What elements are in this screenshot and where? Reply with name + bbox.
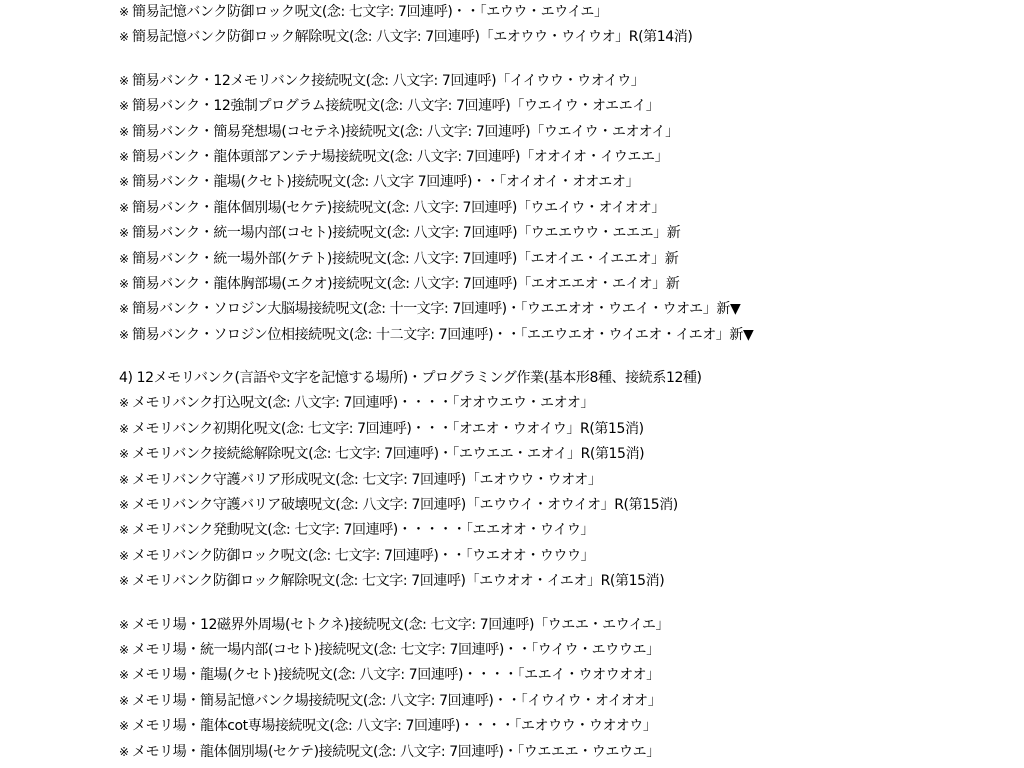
list-item: ※ メモリバンク打込呪文(念: 八文字: 7回連呼)・・・・「オオウエウ・エオオ」 xyxy=(119,391,1019,416)
list-item: ※ メモリ場・龍体cot専場接続呪文(念: 八文字: 7回連呼)・・・・「エオウウ・ウオオウ」 xyxy=(119,714,1019,739)
bullet-mark: ※ xyxy=(119,498,129,513)
list-item: ※ 簡易バンク・龍体頭部アンテナ場接続呪文(念: 八文字: 7回連呼)「オオイオ・イウエエ」 xyxy=(119,145,1019,170)
spacer xyxy=(119,595,1019,613)
list-item: ※ 簡易記憶バンク防御ロック解除呪文(念: 八文字: 7回連呼)「エオウウ・ウイウオ」R(第14消) xyxy=(119,25,1019,50)
document-body xyxy=(119,0,1019,765)
list-item: ※ 簡易バンク・統一場内部(コセト)接続呪文(念: 八文字: 7回連呼)「ウエエウウ・エエエ」新 xyxy=(119,221,1019,246)
list-item: ※ 簡易バンク・龍体個別場(セケテ)接続呪文(念: 八文字: 7回連呼)「ウエイウ・オイオオ」 xyxy=(119,196,1019,221)
bullet-mark: ※ xyxy=(119,276,129,291)
bullet-mark: ※ xyxy=(119,642,129,657)
bullet-mark: ※ xyxy=(119,5,129,19)
bullet-mark: ※ xyxy=(119,200,129,215)
section-simple-bank-connections xyxy=(119,69,1019,348)
list-item: ※ メモリバンク防御ロック解除呪文(念: 七文字: 7回連呼)「エウオオ・イエオ」R(第15消) xyxy=(119,569,1019,594)
bullet-mark: ※ xyxy=(119,124,129,139)
bullet-mark: ※ xyxy=(119,617,129,632)
bullet-mark: ※ xyxy=(119,226,129,241)
bullet-mark: ※ xyxy=(119,175,129,190)
bullet-mark: ※ xyxy=(119,744,129,759)
section-heading: 4) 12メモリバンク(言語や文字を記憶する場所)・プログラミング作業(基本形8種、接続系12種) xyxy=(119,370,702,387)
list-item: ※ 簡易バンク・ソロジン位相接続呪文(念: 十二文字: 7回連呼)・・「エエウエオ・ウイエオ・イエオ」新▼ xyxy=(119,323,1019,348)
spacer xyxy=(119,348,1019,366)
list-item: ※ 簡易バンク・龍体胸部場(エクオ)接続呪文(念: 八文字: 7回連呼)「エオエエオ・エイオ」新 xyxy=(119,272,1019,297)
bullet-mark: ※ xyxy=(119,327,129,342)
bullet-mark: ※ xyxy=(119,396,129,411)
bullet-mark: ※ xyxy=(119,421,129,436)
bullet-mark: ※ xyxy=(119,251,129,266)
list-item: ※ 簡易バンク・ソロジン大脳場接続呪文(念: 十一文字: 7回連呼)・「ウエエオオ・ウエイ・ウオエ」新▼ xyxy=(119,297,1019,322)
bullet-mark: ※ xyxy=(119,668,129,683)
bullet-mark: ※ xyxy=(119,149,129,164)
bullet-mark: ※ xyxy=(119,472,129,487)
bullet-mark: ※ xyxy=(119,73,129,88)
section-memory-bank-lock xyxy=(119,0,1019,51)
list-item: ※ メモリ場・簡易記憶バンク場接続呪文(念: 八文字: 7回連呼)・・「イウイウ・オイオオ」 xyxy=(119,689,1019,714)
list-item: ※ 簡易バンク・龍場(クセト)接続呪文(念: 八文字 7回連呼)・・「オイオイ・オオエオ」 xyxy=(119,170,1019,195)
bullet-mark: ※ xyxy=(119,302,129,317)
list-item: ※ メモリバンク守護バリア形成呪文(念: 七文字: 7回連呼)「エオウウ・ウオオ」 xyxy=(119,468,1019,493)
bullet-mark: ※ xyxy=(119,548,129,563)
list-item: ※ 簡易バンク・統一場外部(ケテト)接続呪文(念: 八文字: 7回連呼)「エオイエ・イエエオ」新 xyxy=(119,247,1019,272)
list-item: ※ メモリバンク守護バリア破壊呪文(念: 八文字: 7回連呼)「エウウイ・オウイオ」R(第15消) xyxy=(119,493,1019,518)
bullet-mark: ※ xyxy=(119,523,129,538)
list-item: ※ 簡易バンク・簡易発想場(コセテネ)接続呪文(念: 八文字: 7回連呼)「ウエイウ・エオオイ」 xyxy=(119,120,1019,145)
list-item: ※ メモリ場・12磁界外周場(セトクネ)接続呪文(念: 七文字: 7回連呼)「ウエエ・エウイエ」 xyxy=(119,613,1019,638)
section-memory-field-connections xyxy=(119,613,1019,765)
spacer xyxy=(119,51,1019,69)
bullet-mark: ※ xyxy=(119,30,129,45)
list-item: ※ 簡易バンク・12メモリバンク接続呪文(念: 八文字: 7回連呼)「イイウウ・ウオイウ」 xyxy=(119,69,1019,94)
section-12-memory-bank xyxy=(119,366,1019,595)
list-item: ※ メモリ場・統一場内部(コセト)接続呪文(念: 七文字: 7回連呼)・・「ウイウ・エウウエ」 xyxy=(119,638,1019,663)
list-item: ※ メモリバンク防御ロック呪文(念: 七文字: 7回連呼)・・「ウエオオ・ウウウ」 xyxy=(119,544,1019,569)
bullet-mark: ※ xyxy=(119,719,129,734)
bullet-mark: ※ xyxy=(119,99,129,114)
list-item: ※ メモリバンク接続総解除呪文(念: 七文字: 7回連呼)・「エウエエ・エオイ」R(第15消) xyxy=(119,442,1019,467)
list-item: ※ メモリ場・龍体個別場(セケテ)接続呪文(念: 八文字: 7回連呼)・「ウエエエ・ウエウエ」 xyxy=(119,740,1019,765)
list-item: ※ 簡易記憶バンク防御ロック呪文(念: 七文字: 7回連呼)・・「エウウ・エウイエ」 xyxy=(119,0,1019,25)
list-item: ※ メモリバンク初期化呪文(念: 七文字: 7回連呼)・・・「オエオ・ウオイウ」R(第15消) xyxy=(119,417,1019,442)
list-item: ※ メモリ場・龍場(クセト)接続呪文(念: 八文字: 7回連呼)・・・・「エエイ・ウオウオオ」 xyxy=(119,663,1019,688)
bullet-mark: ※ xyxy=(119,447,129,462)
list-item: ※ メモリバンク発動呪文(念: 七文字: 7回連呼)・・・・・「エエオオ・ウイウ」 xyxy=(119,518,1019,543)
bullet-mark: ※ xyxy=(119,693,129,708)
bullet-mark: ※ xyxy=(119,574,129,589)
list-item: ※ 簡易バンク・12強制プログラム接続呪文(念: 八文字: 7回連呼)「ウエイウ・オエエイ」 xyxy=(119,94,1019,119)
